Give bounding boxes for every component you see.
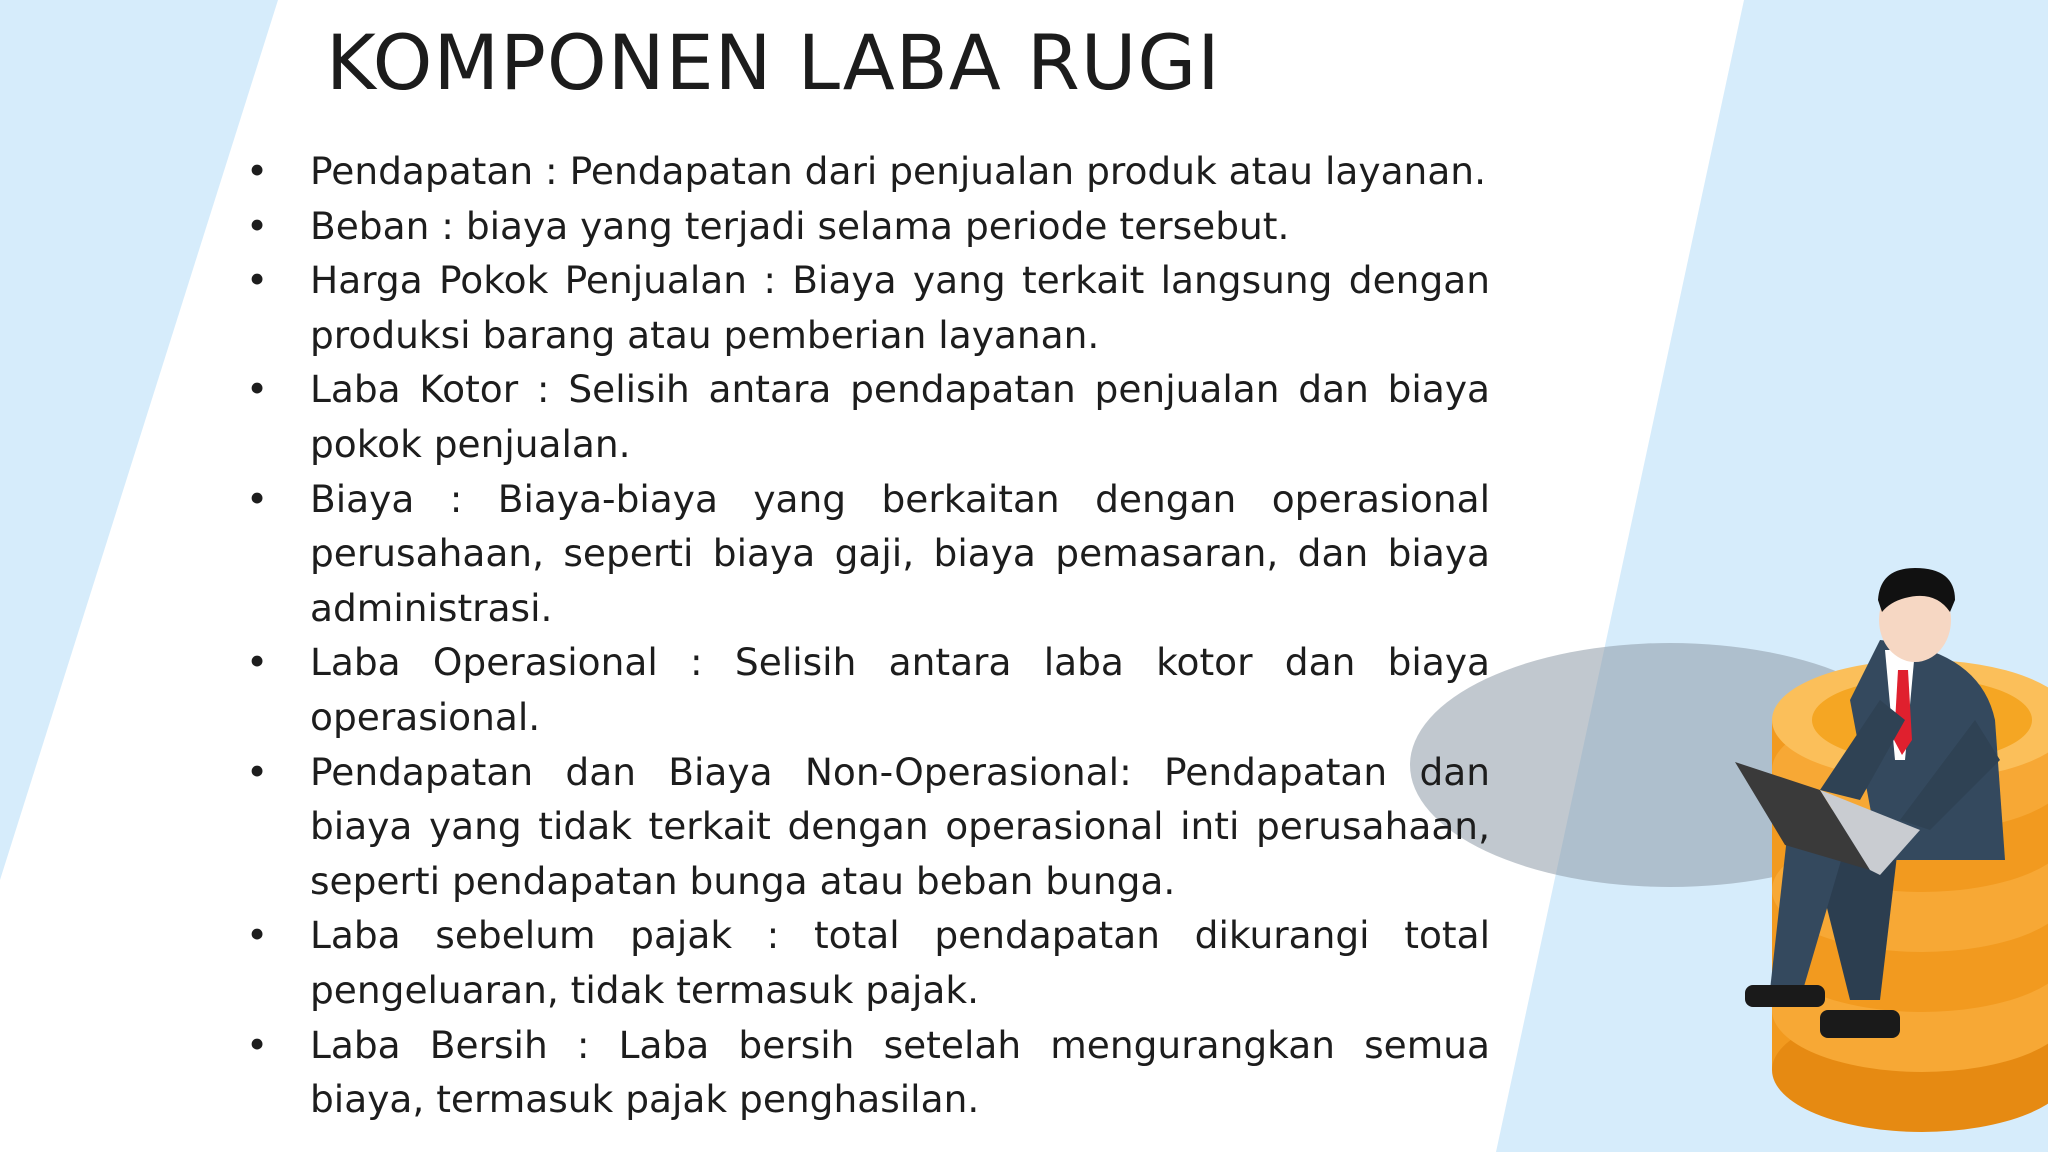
list-item bbox=[246, 1018, 1490, 1127]
list-item-text: Pendapatan dan Biaya Non-Operasional: Pendapatan dan biaya yang tidak terkait dengan operasional inti perusahaan, seperti pendapatan bunga atau beban bunga. bbox=[310, 749, 1490, 903]
bullet-icon: • bbox=[246, 203, 269, 248]
list-item bbox=[246, 253, 1490, 362]
list-item bbox=[246, 635, 1490, 744]
list-item bbox=[246, 199, 1490, 254]
bullet-icon: • bbox=[246, 367, 269, 412]
list-item bbox=[246, 908, 1490, 1017]
list-item-text: Harga Pokok Penjualan : Biaya yang terkait langsung dengan produksi barang atau pemberian layanan. bbox=[310, 258, 1490, 357]
bullet-icon: • bbox=[246, 476, 269, 521]
list-item-text: Laba Operasional : Selisih antara laba kotor dan biaya operasional. bbox=[310, 640, 1490, 739]
list-item-text: Laba sebelum pajak : total pendapatan dikurangi total pengeluaran, tidak termasuk pajak. bbox=[310, 913, 1490, 1012]
list-item bbox=[246, 745, 1490, 909]
list-item-text: Beban : biaya yang terjadi selama periode tersebut. bbox=[310, 203, 1290, 248]
component-list bbox=[246, 144, 1490, 1127]
list-item-text: Laba Bersih : Laba bersih setelah mengurangkan semua biaya, termasuk pajak penghasilan. bbox=[310, 1022, 1490, 1122]
list-item-text: Laba Kotor : Selisih antara pendapatan penjualan dan biaya pokok penjualan. bbox=[310, 367, 1490, 466]
left-blue-panel bbox=[0, 0, 278, 880]
businessman-laptop-coins-icon bbox=[1400, 560, 2048, 1152]
bullet-icon: • bbox=[246, 1022, 269, 1067]
list-item bbox=[246, 472, 1490, 636]
bullet-icon: • bbox=[246, 913, 269, 958]
bullet-icon: • bbox=[246, 749, 269, 794]
bullet-icon: • bbox=[246, 149, 269, 193]
list-item bbox=[246, 144, 1490, 199]
list-item bbox=[246, 362, 1490, 471]
bullet-icon: • bbox=[246, 258, 269, 303]
bullet-icon: • bbox=[246, 640, 269, 685]
list-item-text: Pendapatan : Pendapatan dari penjualan produk atau layanan. bbox=[310, 149, 1486, 193]
list-item-text: Biaya : Biaya-biaya yang berkaitan dengan operasional perusahaan, seperti biaya gaji, biaya pemasaran, dan biaya administrasi. bbox=[310, 476, 1490, 630]
page-title: KOMPONEN LABA RUGI bbox=[326, 18, 1221, 107]
